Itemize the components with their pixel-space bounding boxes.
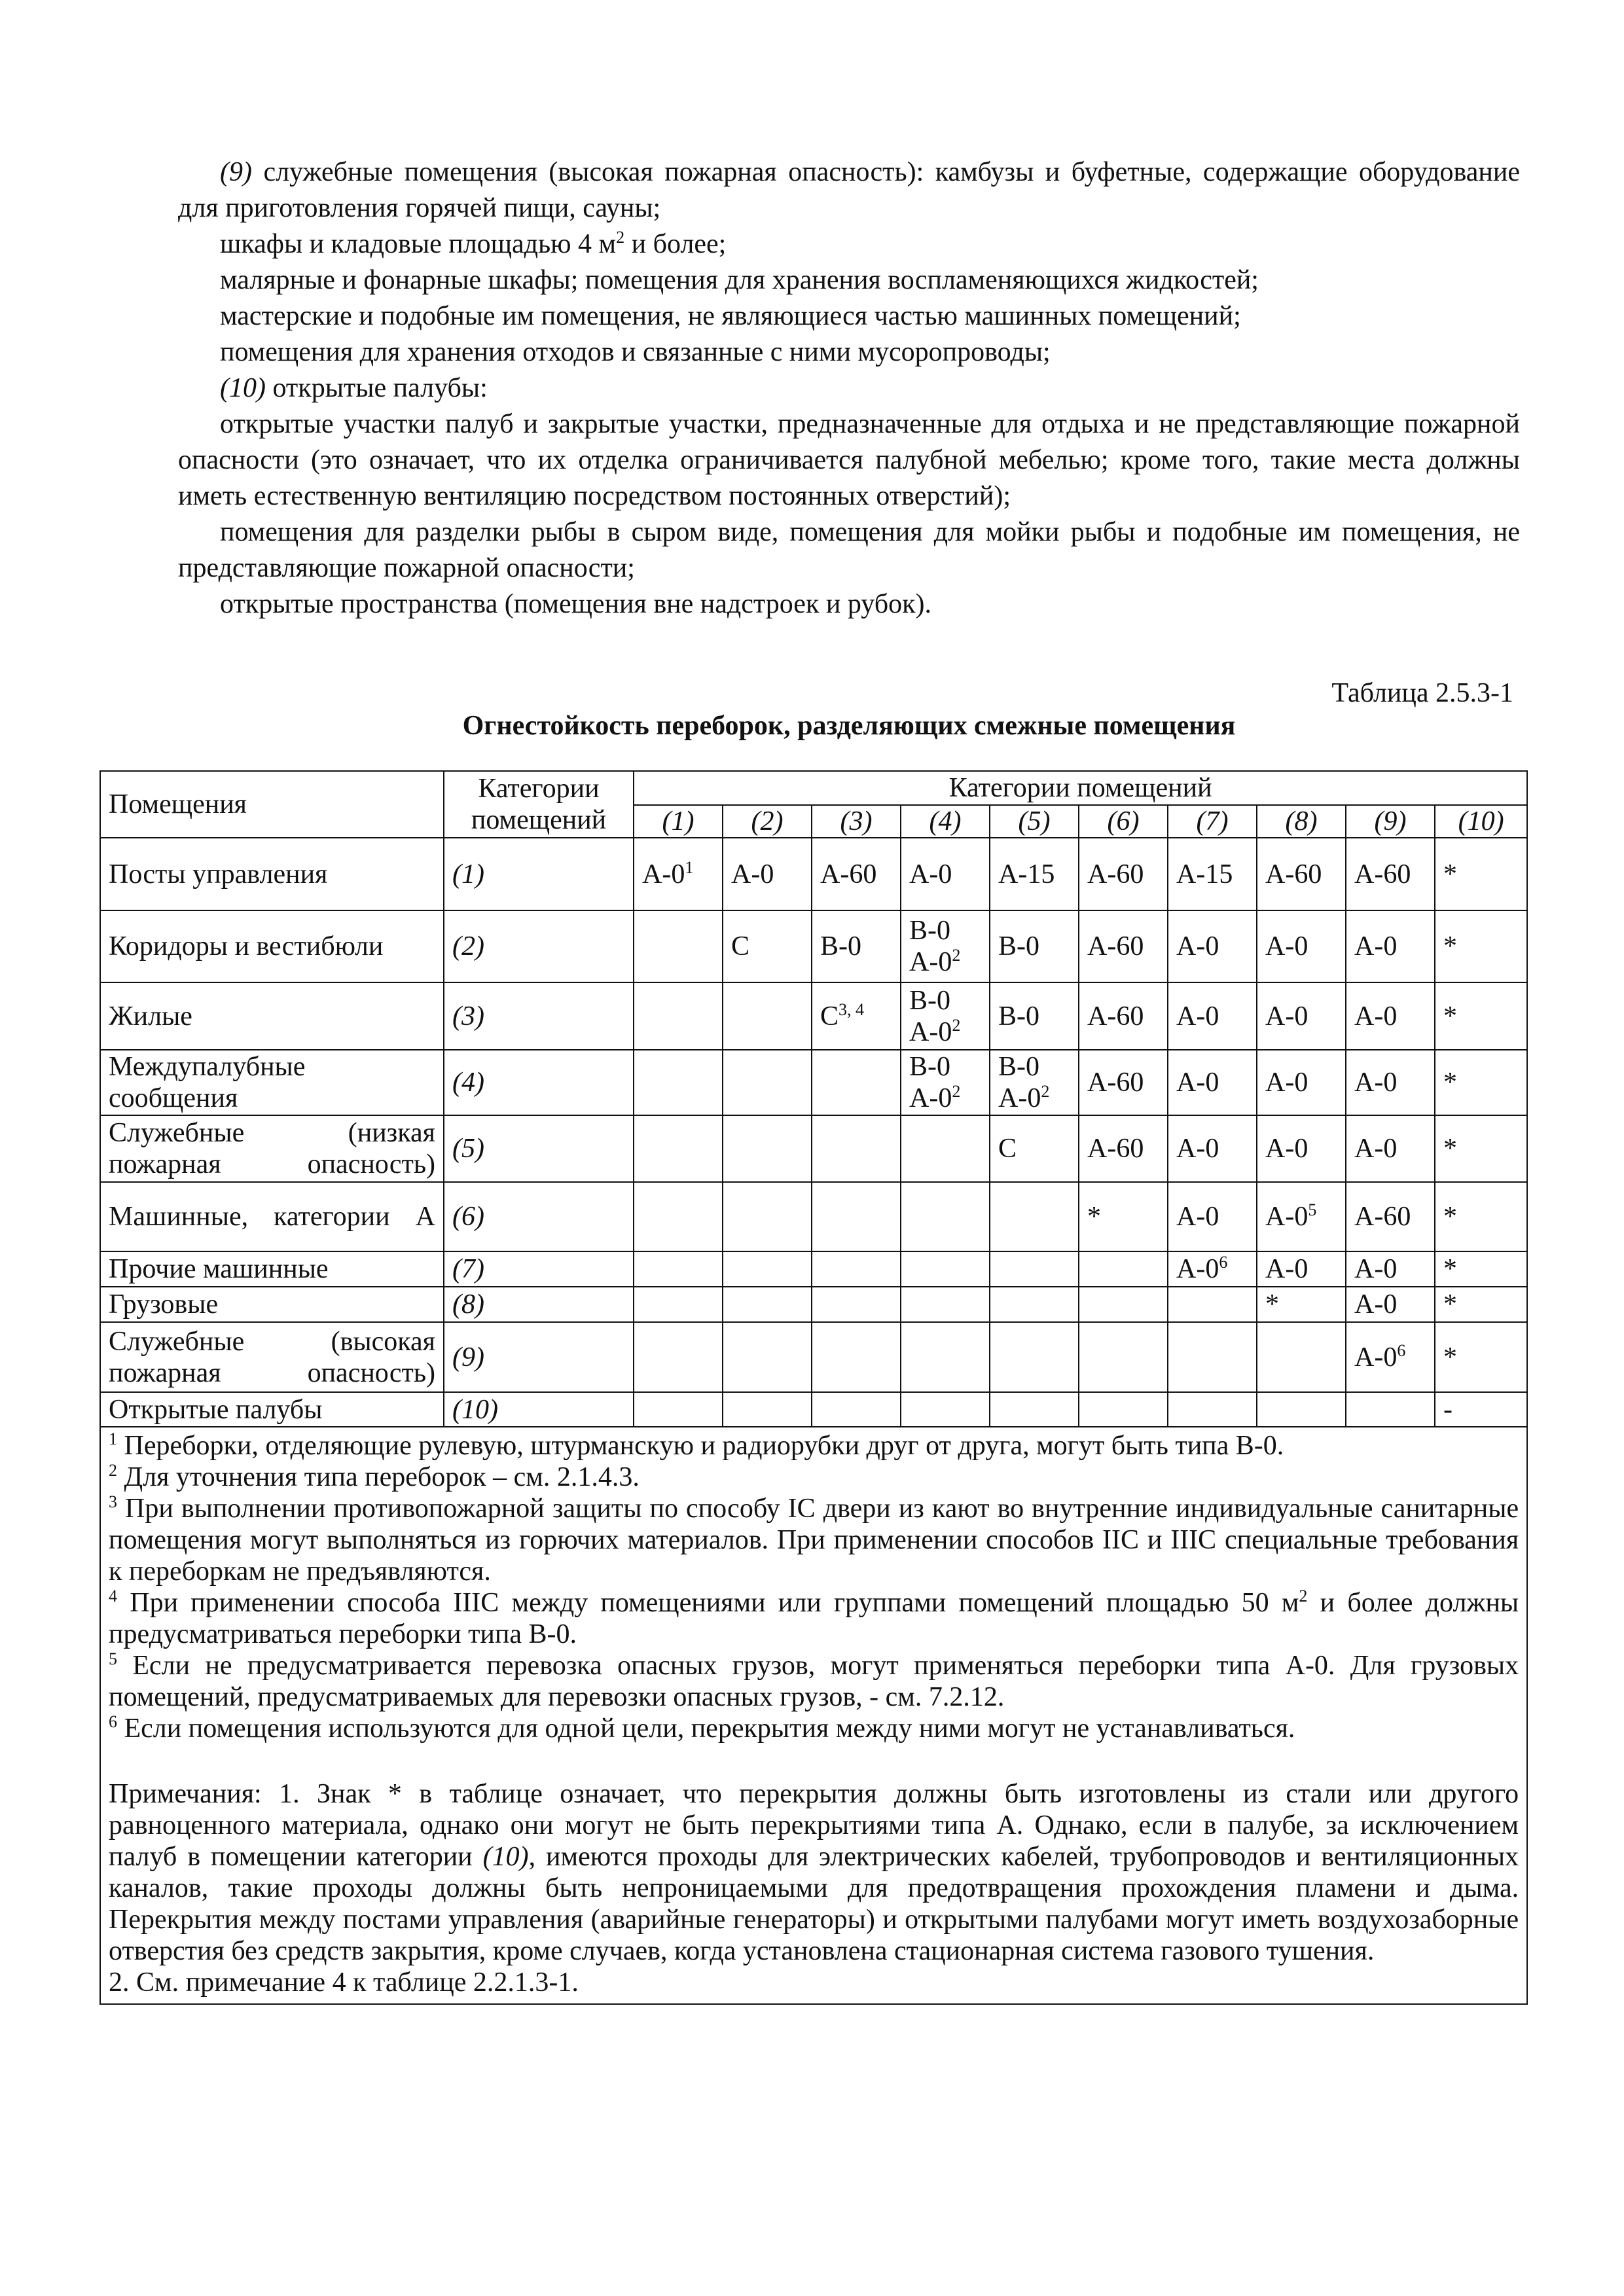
cell — [812, 1322, 901, 1392]
category-number: (10) — [220, 373, 266, 403]
row-category: (2) — [444, 910, 634, 982]
cell — [990, 1322, 1079, 1392]
cell — [634, 1251, 723, 1287]
spacer — [109, 1744, 1519, 1778]
cell: А-0 — [1346, 1115, 1435, 1182]
footnote: $^3$ При выполнении противопожарной защиты по способу IС двери из кают во внутренние индивидуальные санитарные помещения могут выполняться из горючих материалов. При применении способов IIС и IIIС специальные требования к переборкам не предъявляются. — [109, 1492, 1519, 1587]
col-header: (8) — [1257, 805, 1346, 838]
cell: В-0 $А-0^2$ — [901, 910, 990, 982]
row-category: (10) — [444, 1392, 634, 1427]
footnote: $^4$ При применении способа IIIС между помещениями или группами помещений площадью 50 $м^2$ и более должны предусматриваться переборки типа В-0. — [109, 1587, 1519, 1649]
header-categories: Категории помещений — [634, 771, 1527, 805]
cell: - — [1435, 1392, 1527, 1427]
cell — [1079, 1392, 1168, 1427]
row-category: (5) — [444, 1115, 634, 1182]
cell: А-0 — [1257, 910, 1346, 982]
table-row — [100, 1287, 1527, 1322]
row-name: Посты управления — [100, 838, 444, 910]
intro-paragraph: малярные и фонарные шкафы; помещения для хранения воспламеняющихся жидкостей; — [220, 265, 1259, 295]
row-category: (8) — [444, 1287, 634, 1322]
cell — [812, 1251, 901, 1287]
cell: * — [1435, 1322, 1527, 1392]
footnote: $^5$ Если не предусматривается перевозка опасных грузов, могут применяться переборки типа А-0. Для грузовых помещений, предусматриваемых для перевозки опасных грузов, - см. 7.2.12. — [109, 1649, 1519, 1712]
paragraph-text: шкафы и кладовые площадью 4 м — [220, 229, 617, 259]
cell: В-0 — [812, 910, 901, 982]
table-row — [100, 982, 1527, 1050]
cell — [634, 1050, 723, 1115]
cell — [723, 1050, 812, 1115]
cell: А-60 — [1346, 838, 1435, 910]
cell: А-0 — [1257, 1115, 1346, 1182]
fire-resistance-table — [99, 770, 1528, 2005]
cell — [634, 1392, 723, 1427]
cell: * — [1257, 1287, 1346, 1322]
header-row — [100, 771, 1527, 805]
cell: $А-0^1$ — [634, 838, 723, 910]
col-header: (7) — [1168, 805, 1257, 838]
footnote: $^1$ Переборки, отделяющие рулевую, штурманскую и радиорубки друг от друга, могут быть типа В-0. — [109, 1429, 1284, 1461]
note-2: 2. См. примечание 4 к таблице 2.2.1.3-1. — [109, 1967, 579, 1998]
table-row — [100, 1115, 1527, 1182]
row-name: Междупалубные сообщения — [100, 1050, 444, 1115]
notes: Примечания: 1. Знак * в таблице означает, что перекрытия должны быть изготовлены из стали или другого равноценного материала, однако они могут не быть перекрытиями типа А. Однако, если в палубе, за исключением палуб в помещении категории (10), имеются проходы для электрических кабелей, трубопроводов и вентиляционных каналов, такие проходы должны быть непроницаемыми для предотвращения прохождения пламени и дыма. Перекрытия между постами управления (аварийные генераторы) и открытыми палубами могут иметь воздухозаборные отверстия без средств закрытия, кроме случаев, когда установлена стационарная система газового тушения. — [109, 1779, 1519, 1966]
cell: А-60 — [1079, 910, 1168, 982]
cell — [901, 1392, 990, 1427]
paragraph-text: открытые палубы: — [265, 373, 488, 403]
table-row — [100, 1322, 1527, 1392]
intro-paragraph: помещения для разделки рыбы в сыром виде, помещения для мойки рыбы и подобные им помещения, не представляющие пожарной опасности; — [178, 517, 1520, 583]
cell: $А-0^5$ — [1257, 1182, 1346, 1251]
cell: * — [1435, 1050, 1527, 1115]
cell: А-60 — [1079, 838, 1168, 910]
cell: А-0 — [1346, 1050, 1435, 1115]
cell: А-0 — [1168, 1182, 1257, 1251]
cell: А-15 — [990, 838, 1079, 910]
row-category: (6) — [444, 1182, 634, 1251]
row-name: Служебные (низкая пожарная опасность) — [100, 1115, 444, 1182]
row-category: (4) — [444, 1050, 634, 1115]
cell — [723, 1322, 812, 1392]
cell — [1257, 1322, 1346, 1392]
intro-paragraph: мастерские и подобные им помещения, не являющиеся частью машинных помещений; — [220, 301, 1241, 331]
table-row — [100, 1050, 1527, 1115]
cell: А-0 — [1168, 1050, 1257, 1115]
cell: С — [990, 1115, 1079, 1182]
cell: * — [1435, 838, 1527, 910]
category-number: (9) — [220, 157, 252, 187]
intro-text — [178, 154, 1520, 622]
cell: А-0 — [1257, 982, 1346, 1050]
col-header: (9) — [1346, 805, 1435, 838]
cell — [812, 1392, 901, 1427]
cell — [901, 1115, 990, 1182]
cell: А-0 — [1257, 1050, 1346, 1115]
intro-paragraph: открытые пространства (помещения вне надстроек и рубок). — [220, 589, 931, 619]
table-row — [100, 838, 1527, 910]
cell: С$^{3, 4}$ — [812, 982, 901, 1050]
row-name: Коридоры и вестибюли — [100, 910, 444, 982]
cell: В-0 $А-0^2$ — [901, 1050, 990, 1115]
cell — [1257, 1392, 1346, 1427]
cell: * — [1079, 1182, 1168, 1251]
col-header: (6) — [1079, 805, 1168, 838]
cell: * — [1435, 982, 1527, 1050]
cell — [723, 1182, 812, 1251]
col-header: (10) — [1435, 805, 1527, 838]
cell: А-0 — [901, 838, 990, 910]
header-rooms: Помещения — [100, 771, 444, 838]
cell: * — [1435, 1287, 1527, 1322]
cell — [634, 1322, 723, 1392]
table-row — [100, 1251, 1527, 1287]
footnotes-row — [100, 1427, 1527, 2004]
row-category: (9) — [444, 1322, 634, 1392]
footnote: $^6$ Если помещения используются для одной цели, перекрытия между ними могут не устанавливаться. — [109, 1712, 1295, 1744]
cell: А-0 — [1257, 1251, 1346, 1287]
table-title: Огнестойкость переборок, разделяющих смежные помещения — [462, 711, 1236, 741]
cell — [990, 1182, 1079, 1251]
cell: А-0 — [1168, 910, 1257, 982]
cell — [723, 1392, 812, 1427]
col-header: (1) — [634, 805, 723, 838]
cell: В-0 — [990, 910, 1079, 982]
cell — [723, 982, 812, 1050]
cell: А-0 — [723, 838, 812, 910]
cell — [812, 1115, 901, 1182]
cell: А-60 — [1346, 1182, 1435, 1251]
table-row — [100, 910, 1527, 982]
cell: А-60 — [1257, 838, 1346, 910]
cell: А-60 — [1079, 1115, 1168, 1182]
cell — [634, 1115, 723, 1182]
col-header: (4) — [901, 805, 990, 838]
cell — [1168, 1392, 1257, 1427]
cell: А-60 — [1079, 1050, 1168, 1115]
cell — [634, 1287, 723, 1322]
row-name: Открытые палубы — [100, 1392, 444, 1427]
cell: А-15 — [1168, 838, 1257, 910]
intro-paragraph: помещения для хранения отходов и связанные с ними мусоропроводы; — [220, 337, 1051, 367]
footnotes — [100, 1427, 1527, 2004]
row-name: Прочие машинные — [100, 1251, 444, 1287]
row-category: (7) — [444, 1251, 634, 1287]
cell: В-0 $А-0^2$ — [901, 982, 990, 1050]
cell — [723, 1115, 812, 1182]
cell: В-0 $А-0^2$ — [990, 1050, 1079, 1115]
cell — [1168, 1287, 1257, 1322]
row-name: Служебные (высокая пожарная опасность) — [100, 1322, 444, 1392]
paragraph-text: служебные помещения (высокая пожарная опасность): камбузы и буфетные, содержащие оборудование для приготовления горячей пищи, сауны; — [178, 157, 1520, 223]
cell: А-0 — [1346, 1287, 1435, 1322]
intro-paragraph-10 — [178, 370, 1520, 406]
row-category: (3) — [444, 982, 634, 1050]
cell: А-0 — [1168, 1115, 1257, 1182]
row-category: (1) — [444, 838, 634, 910]
col-header: (5) — [990, 805, 1079, 838]
cell — [901, 1251, 990, 1287]
cell — [990, 1287, 1079, 1322]
cell: А-0 — [1346, 1251, 1435, 1287]
cell — [812, 1287, 901, 1322]
cell: А-0 — [1168, 982, 1257, 1050]
paragraph-text: и более; — [624, 229, 727, 259]
cell: А-0 — [1346, 982, 1435, 1050]
cell: А-0 — [1346, 910, 1435, 982]
cell — [1346, 1392, 1435, 1427]
table-number: Таблица 2.5.3-1 — [1331, 678, 1513, 708]
footnote: $^2$ Для уточнения типа переборок – см. 2.1.4.3. — [109, 1461, 640, 1492]
table-row — [100, 1392, 1527, 1427]
cell — [723, 1251, 812, 1287]
cell: * — [1435, 1115, 1527, 1182]
cell — [1079, 1251, 1168, 1287]
intro-paragraph — [178, 226, 1520, 262]
cell — [990, 1251, 1079, 1287]
cell — [1168, 1322, 1257, 1392]
cell — [723, 1287, 812, 1322]
cell — [634, 1182, 723, 1251]
cell — [1079, 1287, 1168, 1322]
col-header: (2) — [723, 805, 812, 838]
row-name: Машинные, категории А — [100, 1182, 444, 1251]
cell: С — [723, 910, 812, 982]
cell: А-60 — [812, 838, 901, 910]
row-name: Грузовые — [100, 1287, 444, 1322]
cell: В-0 — [990, 982, 1079, 1050]
intro-paragraph-9 — [178, 154, 1520, 226]
cell: * — [1435, 910, 1527, 982]
cell — [812, 1050, 901, 1115]
cell: * — [1435, 1182, 1527, 1251]
cell — [901, 1182, 990, 1251]
cell: $А-0^6$ — [1168, 1251, 1257, 1287]
cell: А-60 — [1079, 982, 1168, 1050]
header-category: Категории помещений — [444, 771, 634, 838]
table-row — [100, 1182, 1527, 1251]
cell: $А-0^6$ — [1346, 1322, 1435, 1392]
cell: * — [1435, 1251, 1527, 1287]
row-name: Жилые — [100, 982, 444, 1050]
cell — [634, 910, 723, 982]
cell — [1079, 1322, 1168, 1392]
cell — [812, 1182, 901, 1251]
intro-paragraph: открытые участки палуб и закрытые участки, предназначенные для отдыха и не представляющие пожарной опасности (это означает, что их отделка ограничивается палубной мебелью; кроме того, такие места должны иметь естественную вентиляцию посредством постоянных отверстий); — [178, 409, 1520, 511]
col-header: (3) — [812, 805, 901, 838]
cell — [901, 1287, 990, 1322]
superscript: 2 — [616, 228, 625, 247]
cell — [901, 1322, 990, 1392]
cell — [990, 1392, 1079, 1427]
cell — [634, 982, 723, 1050]
